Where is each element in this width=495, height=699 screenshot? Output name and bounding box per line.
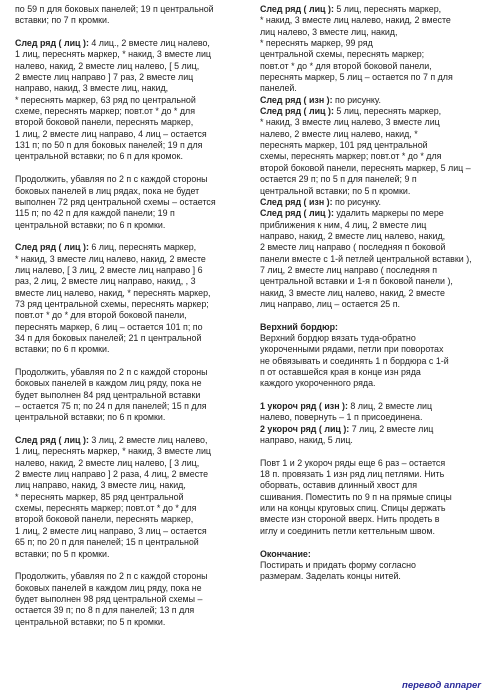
text-line	[15, 594, 243, 605]
row-text: * накид, 3 вместе лиц налево, 3 вместе лиц	[260, 117, 440, 128]
row-text: налево, 2 вместе лиц налево, накид, *	[260, 128, 418, 139]
row-text: вместе изн стороной вверх. Нить продеть в	[260, 514, 440, 525]
text-line	[15, 367, 243, 378]
row-heading: След ряд ( лиц ):	[15, 38, 89, 49]
row-text: по рисунку.	[332, 94, 381, 105]
row-text: 1 лиц, переснять маркер, * накид, 3 вместе лиц	[15, 446, 212, 457]
text-line	[260, 480, 482, 491]
row-text: повт.от * до * для второй боковой панели,	[260, 60, 432, 71]
text-line	[15, 617, 243, 628]
row-text: боковых панелей в лиц рядах, пока не будет	[15, 185, 200, 196]
paragraph	[15, 367, 243, 424]
row-heading: 1 укороч ряд ( изн ):	[260, 401, 348, 412]
row-text: центральной вставки; по 5 п кромки.	[260, 185, 411, 196]
text-line	[15, 106, 243, 117]
row-text: 2 вместе лиц направо ( последняя п боковой	[260, 242, 446, 253]
text-line	[15, 310, 243, 321]
text-line	[260, 299, 482, 310]
text-line	[260, 95, 482, 106]
row-text: будет выполнен 98 ряд центральной схемы –	[15, 593, 203, 604]
row-text: налево, повернуть – 1 п присоединена.	[260, 412, 423, 423]
text-line	[260, 38, 482, 49]
row-text: Продолжить, убавляя по 2 п с каждой стороны	[15, 571, 208, 582]
row-text: каждого укороченного ряда.	[260, 378, 376, 389]
text-line	[260, 549, 482, 560]
row-text: вставки; по 6 п кромки.	[15, 344, 110, 355]
text-line	[15, 503, 243, 514]
paragraph	[15, 242, 243, 355]
translator-credit: перевод annaper	[402, 680, 481, 691]
row-text: 7 лиц, 2 вместе лиц	[349, 423, 434, 434]
text-line	[260, 412, 482, 423]
row-text: 131 п; по 50 п для боковых панелей; 19 п для	[15, 140, 203, 151]
text-line	[260, 220, 482, 231]
text-line	[260, 560, 482, 571]
text-line	[15, 526, 243, 537]
text-line	[260, 514, 482, 525]
row-text: панели вместе с 1-й петлей центральной вставки ),	[260, 253, 472, 264]
text-line	[15, 299, 243, 310]
row-text: * переснять маркер, 63 ряд по центральной	[15, 94, 196, 105]
row-text: выполнен 72 ряд центральной схемы – остается	[15, 196, 216, 207]
row-text: * переснять маркер, 85 ряд центральной	[15, 491, 184, 502]
row-heading: След ряд ( лиц ):	[260, 4, 334, 14]
text-line	[15, 549, 243, 560]
text-line	[15, 208, 243, 219]
row-text: приближения к ним, 4 лиц, 2 вместе лиц	[260, 219, 427, 230]
text-line	[260, 322, 482, 333]
text-line	[15, 117, 243, 128]
text-line	[15, 412, 243, 423]
text-line	[260, 367, 482, 378]
text-line	[15, 514, 243, 525]
row-text: переснять маркер, 101 ряд центральной	[260, 140, 428, 151]
row-text: боковых панелей в каждом лиц ряду, пока не	[15, 378, 202, 389]
row-text: 8 лиц, 2 вместе лиц	[347, 401, 433, 412]
row-text: второй боковой панели, переснять маркер,	[15, 117, 194, 128]
row-text: схемы, переснять маркер; повт.от * до * для	[15, 503, 197, 514]
row-text: 6 лиц, переснять маркер,	[88, 242, 197, 253]
row-text: Постирать и придать форму согласно	[260, 559, 416, 570]
row-text: * переснять маркер, 99 ряд	[260, 38, 373, 49]
text-line	[15, 605, 243, 616]
text-line	[15, 95, 243, 106]
text-line	[260, 151, 482, 162]
row-text: 2 вместе лиц направо ] 7 раз, 2 вместе лиц	[15, 72, 194, 83]
left-column	[15, 4, 243, 639]
text-line	[15, 276, 243, 287]
text-line	[260, 571, 482, 582]
row-text: оборвать, оставив длинный хвост для	[260, 480, 418, 491]
text-line	[260, 401, 482, 412]
row-text: 1 лиц, 2 вместе лиц направо, 4 лиц – остается	[15, 128, 207, 139]
paragraph	[15, 174, 243, 231]
text-line	[260, 49, 482, 60]
row-text: сшивания. Поместить по 9 п на прямые спицы	[260, 491, 452, 502]
row-text: 2 вместе лиц направо ] 2 раза, 4 лиц, 2 вместе	[15, 469, 209, 480]
text-line	[15, 220, 243, 231]
right-column	[260, 4, 482, 594]
text-line	[260, 15, 482, 26]
text-line	[260, 242, 482, 253]
text-line	[260, 4, 482, 15]
paragraph	[260, 401, 482, 446]
text-line	[260, 83, 482, 94]
text-line	[15, 469, 243, 480]
paragraph	[260, 4, 482, 310]
text-line	[260, 163, 482, 174]
row-text: центральной вставки; по 6 п для кромок.	[15, 151, 183, 162]
row-text: схемы, переснять маркер; повт.от * до * для	[260, 151, 442, 162]
text-line	[15, 537, 243, 548]
text-line	[260, 492, 482, 503]
row-text: лиц направо, лиц – остается 25 п.	[260, 298, 400, 309]
row-text: схеме, переснять маркер; повт.от * до * для	[15, 106, 196, 117]
text-line	[260, 288, 482, 299]
text-line	[260, 106, 482, 117]
row-text: 65 п; по 20 п для панелей; 15 п центральной	[15, 537, 199, 548]
row-text: второй боковой панели, переснять маркер, 5 лиц –	[260, 162, 471, 173]
row-text: 115 п; по 42 п для каждой панели; 19 п	[15, 208, 175, 219]
text-line	[260, 469, 482, 480]
row-text: удалить маркеры по мере	[333, 208, 444, 219]
text-line	[15, 151, 243, 162]
row-text: или на концы круговых спиц. Спицы держать	[260, 503, 446, 514]
text-line	[260, 27, 482, 38]
row-text: раз, 2 лиц, 2 вместе лиц направо, накид, , 3	[15, 276, 196, 287]
row-text: центральной вставки; по 6 п кромки.	[15, 412, 166, 423]
text-line	[15, 378, 243, 389]
row-text: не обвязывать и соединять 1 п бордюра с 1-й	[260, 355, 449, 366]
row-heading: След ряд ( лиц ):	[15, 435, 89, 446]
row-text: 73 ряд центральной схемы, переснять маркер;	[15, 298, 209, 309]
row-heading: Верхний бордюр:	[260, 321, 339, 332]
text-line	[260, 276, 482, 287]
row-text: * накид, 3 вместе лиц налево, накид, 2 вместе	[260, 15, 451, 26]
row-text: 1 лиц, переснять маркер, * накид, 3 вместе лиц	[15, 49, 212, 60]
text-line	[15, 197, 243, 208]
row-text: вставки; по 7 п кромки.	[15, 15, 110, 26]
row-text: второй боковой панели, переснять маркер,	[15, 514, 194, 525]
row-text: панелей.	[260, 83, 297, 94]
text-line	[260, 435, 482, 446]
text-line	[15, 265, 243, 276]
text-line	[15, 15, 243, 26]
row-text: направо, накид, 3 вместе лиц, накид,	[15, 83, 169, 94]
paragraph	[260, 322, 482, 390]
text-line	[15, 583, 243, 594]
row-text: центральной вставки; по 6 п кромки.	[15, 219, 166, 230]
row-heading: След ряд ( лиц ):	[260, 106, 334, 117]
text-line	[260, 140, 482, 151]
row-text: по рисунку.	[332, 196, 381, 207]
row-text: по 59 п для боковых панелей; 19 п центральной	[15, 4, 214, 14]
text-line	[15, 344, 243, 355]
paragraph	[260, 549, 482, 583]
text-line	[15, 186, 243, 197]
text-line	[260, 186, 482, 197]
text-line	[15, 254, 243, 265]
text-line	[15, 174, 243, 185]
paragraph	[260, 458, 482, 537]
row-text: 3 лиц, 2 вместе лиц налево,	[88, 435, 208, 446]
text-line	[260, 356, 482, 367]
text-line	[15, 49, 243, 60]
row-text: п от оставшейся края в конце изн ряда	[260, 367, 421, 377]
text-line	[15, 322, 243, 333]
row-text: будет выполнен 84 ряд центральной вставки	[15, 389, 201, 400]
row-heading: След ряд ( изн ):	[260, 94, 333, 105]
row-text: переснять маркер, 6 лиц – остается 101 п; по	[15, 321, 203, 332]
text-line	[260, 333, 482, 344]
row-text: 5 лиц, переснять маркер,	[333, 4, 442, 14]
text-line	[260, 129, 482, 140]
text-line	[260, 231, 482, 242]
text-line	[260, 265, 482, 276]
row-text: укороченными рядами, петли при поворотах	[260, 344, 444, 355]
row-heading: След ряд ( изн ):	[260, 196, 333, 207]
row-text: лиц налево, [ 3 лиц, 2 вместе лиц направо ] 6	[15, 264, 203, 275]
text-line	[260, 458, 482, 469]
row-heading: 2 укороч ряд ( лиц ):	[260, 423, 350, 434]
text-line	[260, 197, 482, 208]
text-line	[15, 72, 243, 83]
paragraph	[15, 571, 243, 628]
row-text: лиц налево, 3 вместе лиц, накид,	[260, 26, 398, 37]
text-line	[15, 61, 243, 72]
text-line	[15, 571, 243, 582]
row-text: остается 39 п; по 8 п для панелей; 13 п для	[15, 605, 195, 616]
text-line	[15, 83, 243, 94]
text-line	[15, 242, 243, 253]
row-text: 18 п. провязать 1 изн ряд лиц петлями. Нить	[260, 469, 445, 480]
row-text: Продолжить, убавляя по 2 п с каждой стороны	[15, 174, 208, 185]
text-line	[15, 446, 243, 457]
text-line	[260, 378, 482, 389]
text-line	[15, 140, 243, 151]
paragraph	[15, 4, 243, 27]
text-line	[15, 4, 243, 15]
row-text: лиц направо, накид, 3 вместе лиц, накид,	[15, 480, 186, 491]
text-line	[260, 424, 482, 435]
text-line	[15, 401, 243, 412]
row-text: Верхний бордюр вязать туда-обратно	[260, 332, 416, 343]
text-line	[15, 129, 243, 140]
text-line	[15, 288, 243, 299]
paragraph	[15, 435, 243, 560]
text-line	[15, 492, 243, 503]
row-text: размерам. Заделать концы нитей.	[260, 571, 401, 582]
row-text: иглу и соединить петли кеттельным швом.	[260, 525, 435, 536]
row-text: накид, 3 вместе лиц налево, накид, 2 вместе	[260, 287, 445, 298]
row-text: налево, накид, 2 вместе лиц налево, [ 3 лиц,	[15, 457, 200, 468]
row-text: центральной вставки; по 5 п кромки.	[15, 616, 166, 627]
text-line	[15, 390, 243, 401]
row-text: 4 лиц., 2 вместе лиц налево,	[88, 38, 210, 49]
row-text: центральной вставки и 1-я п боковой панели ),	[260, 276, 453, 287]
row-text: боковых панелей в каждом лиц ряду, пока не	[15, 582, 202, 593]
row-text: налево, накид, 2 вместе лиц налево, [ 5 лиц,	[15, 60, 200, 71]
row-text: 1 лиц, 2 вместе лиц направо, 3 лиц – остается	[15, 525, 207, 536]
row-text: 34 п для боковых панелей; 21 п центральной	[15, 332, 202, 343]
text-line	[260, 208, 482, 219]
row-text: переснять маркер, 5 лиц – остается по 7 п для	[260, 72, 453, 83]
row-text: направо, накид, 2 вместе лиц налево, накид,	[260, 230, 446, 241]
row-text: направо, накид, 5 лиц.	[260, 435, 353, 446]
row-text: * накид, 3 вместе лиц налево, накид, 2 вместе	[15, 253, 206, 264]
row-text: центральной схемы, переснять маркер;	[260, 49, 425, 60]
row-text: вставки; по 5 п кромки.	[15, 548, 110, 559]
row-heading: Окончание:	[260, 548, 311, 559]
paragraph	[15, 38, 243, 163]
text-line	[260, 72, 482, 83]
row-text: 7 лиц, 2 вместе лиц направо ( последняя п	[260, 264, 438, 275]
row-heading: След ряд ( лиц ):	[15, 242, 89, 253]
text-line	[260, 503, 482, 514]
row-text: вместе лиц налево, накид, * переснять маркер,	[15, 287, 211, 298]
text-line	[15, 38, 243, 49]
row-text: Продолжить, убавляя по 2 п с каждой стороны	[15, 367, 208, 377]
text-line	[15, 333, 243, 344]
text-line	[260, 526, 482, 537]
text-line	[260, 174, 482, 185]
row-text: Повт 1 и 2 укороч ряды еще 6 раз – остается	[260, 457, 446, 468]
text-line	[260, 344, 482, 355]
row-heading: След ряд ( лиц ):	[260, 208, 334, 219]
text-line	[15, 458, 243, 469]
row-text: 5 лиц, переснять маркер,	[333, 106, 442, 117]
row-text: – остается 75 п; по 24 п для панелей; 15 п для	[15, 401, 207, 412]
text-line	[15, 480, 243, 491]
text-line	[15, 435, 243, 446]
text-line	[260, 61, 482, 72]
row-text: остается 29 п; по 5 п для панелей; 9 п	[260, 174, 417, 185]
text-line	[260, 254, 482, 265]
row-text: повт.от * до * для второй боковой панели,	[15, 310, 187, 321]
text-line	[260, 117, 482, 128]
